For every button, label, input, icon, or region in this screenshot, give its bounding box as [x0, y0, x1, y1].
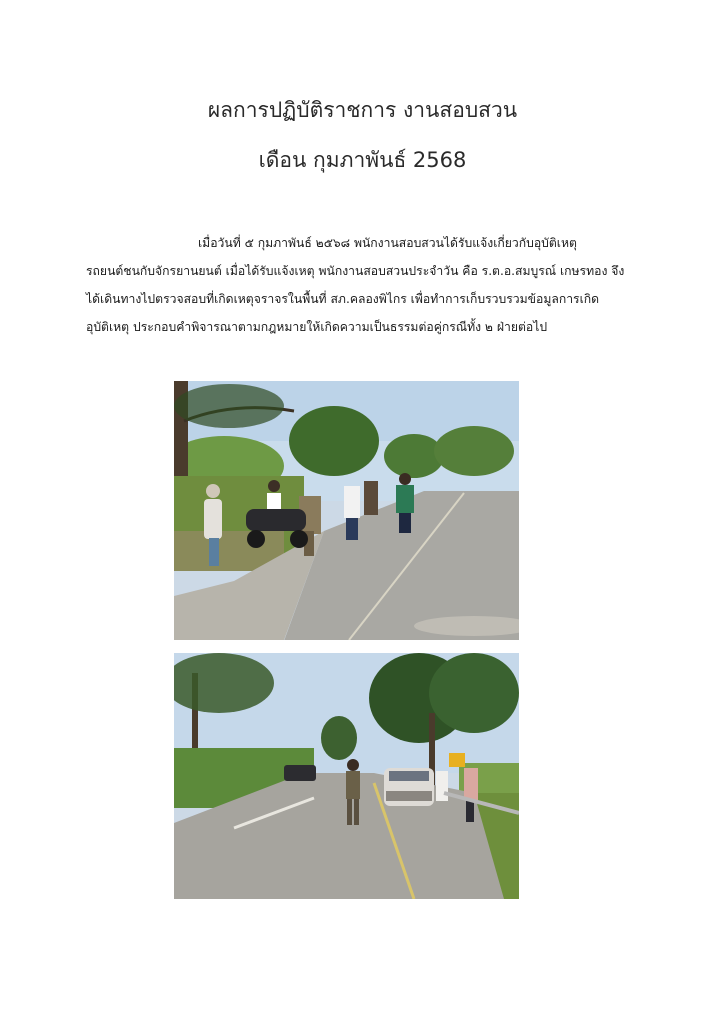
- paragraph-line-3: ได้เดินทางไปตรวจสอบที่เกิดเหตุจราจรในพื้นที่ สภ.คลองพิไกร เพื่อทำการเก็บรวบรวมข้อมูลการเกิด: [86, 292, 600, 306]
- paragraph-line-1: เมื่อวันที่ ๕ กุมภาพันธ์ ๒๕๖๘ พนักงานสอบสวนได้รับแจ้งเกี่ยวกับอุบัติเหตุ: [198, 236, 577, 250]
- document-subtitle: เดือน กุมภาพันธ์ 2568: [258, 148, 467, 172]
- accident-scene-photo-2: [174, 653, 519, 899]
- accident-scene-photo-1: [174, 381, 519, 640]
- body-paragraph: [86, 229, 641, 341]
- paragraph-line-2: รถยนต์ชนกับจักรยานยนต์ เมื่อได้รับแจ้งเหตุ พนักงานสอบสวนประจำวัน คือ ร.ต.อ.สมบูรณ์ เกษรทอง จึง: [86, 264, 625, 278]
- document-title: ผลการปฏิบัติราชการ งานสอบสวน: [207, 98, 518, 122]
- paragraph-line-4: อุบัติเหตุ ประกอบคำพิจารณาตามกฎหมายให้เกิดความเป็นธรรมต่อคู่กรณีทั้ง ๒ ฝ่ายต่อไป: [86, 320, 548, 334]
